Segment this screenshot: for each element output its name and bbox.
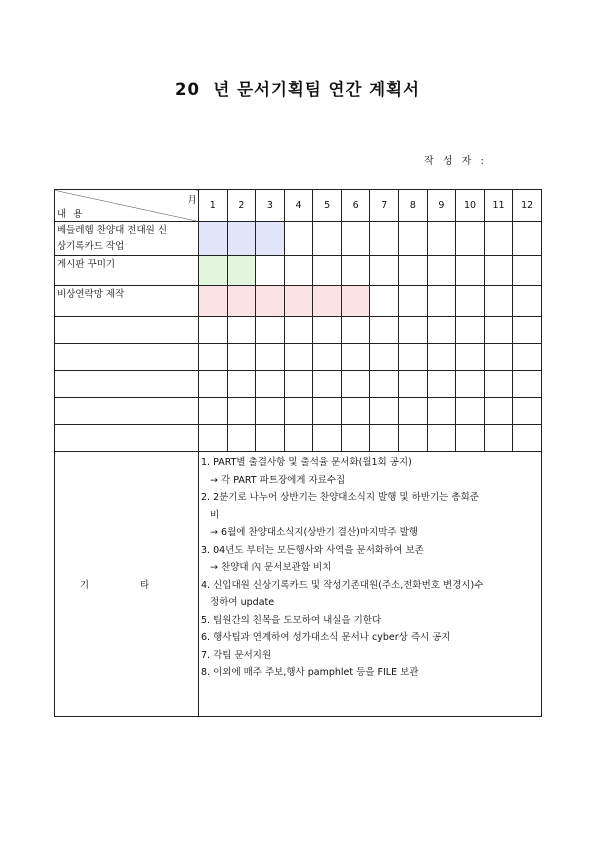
plan-row-label [55,222,199,256]
month-cell-6 [341,398,370,425]
plan-row [55,317,542,344]
month-cell-5 [313,398,342,425]
month-cell-8 [399,256,428,286]
scheduled-month-cell-1 [199,256,228,286]
author-label: 작 성 자 : [424,156,487,167]
month-header-4: 4 [284,190,313,222]
month-cell-11 [484,398,513,425]
month-cell-8 [399,222,428,256]
month-cell-6 [341,317,370,344]
month-cell-2 [227,344,256,371]
month-cell-8 [399,317,428,344]
month-cell-4 [284,398,313,425]
month-header-11: 11 [484,190,513,222]
misc-note-line: 3. 04년도 부터는 모든행사와 사역을 문서화하여 보존 [201,544,424,556]
plan-row [55,344,542,371]
month-cell-11 [484,425,513,452]
month-cell-3 [256,398,285,425]
plan-row-label-line: 상기록카드 작업 [57,241,125,252]
month-cell-8 [399,344,428,371]
month-cell-6 [341,256,370,286]
month-cell-11 [484,317,513,344]
page-title: 20 년 문서기획팀 연간 계획서 [174,80,420,99]
month-cell-3 [256,256,285,286]
month-header-12: 12 [513,190,542,222]
month-cell-9 [427,286,456,317]
plan-row-label [55,425,199,452]
month-cell-7 [370,317,399,344]
misc-note-line: 4. 신입대원 신상기록카드 및 작성기존대원(주소,전화번호 변경시)수 [201,579,484,591]
month-header-2: 2 [227,190,256,222]
month-cell-4 [284,344,313,371]
month-cell-8 [399,286,428,317]
misc-note-line: 8. 이외에 매주 주보,행사 pamphlet 등을 FILE 보관 [201,667,419,678]
plan-row [55,222,542,256]
month-header-7: 7 [370,190,399,222]
scheduled-month-cell-6 [341,286,370,317]
misc-note-line: 2. 2분기로 나누어 상반기는 찬양대소식지 발행 및 하반기는 총회준 [201,492,479,503]
plan-row [55,425,542,452]
month-header-10: 10 [456,190,485,222]
month-cell-7 [370,286,399,317]
scheduled-month-cell-2 [227,222,256,256]
annual-plan-table [54,189,542,717]
misc-row [55,452,542,717]
scheduled-month-cell-5 [313,286,342,317]
scheduled-month-cell-2 [227,286,256,317]
month-cell-5 [313,371,342,398]
month-cell-4 [284,222,313,256]
month-cell-9 [427,371,456,398]
month-cell-1 [199,425,228,452]
month-cell-10 [456,222,485,256]
month-cell-7 [370,425,399,452]
month-cell-5 [313,425,342,452]
month-cell-11 [484,256,513,286]
header-month-label: 月 [187,195,197,206]
month-cell-7 [370,371,399,398]
month-cell-11 [484,286,513,317]
month-header-6: 6 [341,190,370,222]
plan-row-label [55,344,199,371]
month-cell-8 [399,425,428,452]
plan-row-label [55,398,199,425]
month-cell-6 [341,371,370,398]
month-cell-4 [284,256,313,286]
month-cell-7 [370,256,399,286]
month-cell-7 [370,222,399,256]
month-cell-3 [256,425,285,452]
month-cell-7 [370,344,399,371]
plan-row-label-line: 베들레헴 찬양대 전대원 신 [57,225,168,236]
month-cell-1 [199,398,228,425]
month-cell-10 [456,256,485,286]
scheduled-month-cell-1 [199,222,228,256]
misc-note-line: 정하여 update [201,597,275,608]
plan-row-label [55,286,199,317]
month-cell-12 [513,286,542,317]
month-cell-2 [227,425,256,452]
month-cell-4 [284,317,313,344]
misc-notes [199,452,542,717]
month-cell-2 [227,398,256,425]
month-cell-1 [199,317,228,344]
plan-row-label-line: 게시판 꾸미기 [57,259,116,270]
misc-note-line: 7. 각팀 문서지원 [201,649,272,661]
month-cell-4 [284,371,313,398]
month-cell-11 [484,222,513,256]
month-cell-11 [484,344,513,371]
month-cell-12 [513,398,542,425]
plan-row-label [55,256,199,286]
month-cell-10 [456,317,485,344]
misc-note-line: → 찬양대 內 문서보관함 비치 [201,562,332,573]
month-cell-10 [456,286,485,317]
month-header-9: 9 [427,190,456,222]
month-cell-9 [427,317,456,344]
month-cell-10 [456,398,485,425]
month-cell-9 [427,256,456,286]
month-cell-12 [513,344,542,371]
month-cell-3 [256,371,285,398]
plan-row [55,398,542,425]
month-cell-10 [456,344,485,371]
scheduled-month-cell-1 [199,286,228,317]
month-header-8: 8 [399,190,428,222]
plan-row [55,256,542,286]
month-cell-10 [456,371,485,398]
month-cell-2 [227,371,256,398]
month-cell-9 [427,222,456,256]
misc-note-line: 5. 팀원간의 친목을 도모하여 내실을 기한다 [201,614,382,626]
month-cell-4 [284,425,313,452]
scheduled-month-cell-3 [256,286,285,317]
month-cell-9 [427,344,456,371]
scheduled-month-cell-3 [256,222,285,256]
month-cell-5 [313,317,342,344]
misc-note-line: 1. PART별 출결사항 및 출석율 문서화(월1회 공지) [201,457,412,468]
month-cell-5 [313,344,342,371]
plan-row-label [55,371,199,398]
plan-row [55,371,542,398]
month-cell-8 [399,371,428,398]
header-row [55,190,542,222]
month-cell-7 [370,398,399,425]
plan-row [55,286,542,317]
month-cell-11 [484,371,513,398]
month-cell-9 [427,398,456,425]
month-cell-12 [513,425,542,452]
month-cell-9 [427,425,456,452]
scheduled-month-cell-2 [227,256,256,286]
month-header-1: 1 [199,190,228,222]
month-cell-6 [341,222,370,256]
month-cell-1 [199,371,228,398]
month-cell-1 [199,344,228,371]
month-cell-12 [513,371,542,398]
month-cell-10 [456,425,485,452]
month-cell-3 [256,317,285,344]
misc-label: 기 타 [55,452,199,717]
month-cell-6 [341,344,370,371]
month-cell-8 [399,398,428,425]
misc-note-line: → 각 PART 파트장에게 자료수집 [201,474,346,486]
month-cell-12 [513,317,542,344]
scheduled-month-cell-4 [284,286,313,317]
month-cell-2 [227,317,256,344]
plan-row-label-line: 비상연락망 제작 [57,289,125,300]
month-cell-5 [313,256,342,286]
month-cell-12 [513,222,542,256]
month-cell-6 [341,425,370,452]
month-header-3: 3 [256,190,285,222]
month-cell-5 [313,222,342,256]
month-cell-12 [513,256,542,286]
header-content-label: 내 용 [57,209,85,220]
diagonal-header-cell [55,190,199,222]
misc-note-line: → 6월에 찬양대소식지(상반기 결산)마지막주 발행 [201,527,418,538]
month-cell-3 [256,344,285,371]
plan-row-label [55,317,199,344]
month-header-5: 5 [313,190,342,222]
misc-note-line: 6. 행사팀과 연계하여 성가대소식 문서나 cyber상 즉시 공지 [201,632,451,643]
misc-note-line: 비 [201,509,220,521]
